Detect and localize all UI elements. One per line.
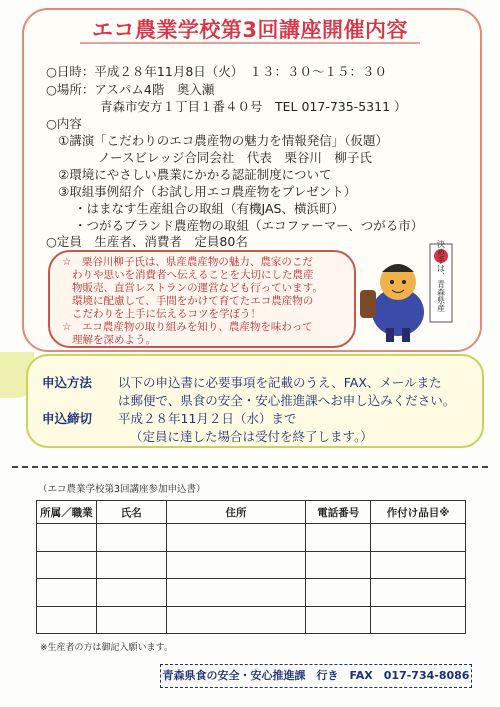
- info-item3: ③取組事例紹介（お試し用エコ農産物をプレゼント）: [58, 184, 357, 199]
- note-line: 物販売、直営レストランの運営なども行っています。: [72, 282, 323, 294]
- apply-method-label: 申込方法: [42, 375, 93, 390]
- note-line: わりや思いを消費者へ伝えることを大切にした農産: [72, 269, 314, 281]
- form-cell-name[interactable]: [96, 606, 166, 634]
- form-cell-affiliation[interactable]: [37, 579, 97, 607]
- page-title: エコ農業学校第3回講座開催内容: [91, 18, 409, 42]
- mascot-illustration: [352, 240, 472, 350]
- form-header-phone: 電話番号: [306, 501, 371, 524]
- form-cell-affiliation[interactable]: [37, 606, 97, 634]
- form-cell-phone[interactable]: [306, 524, 371, 552]
- info-place: ○場所：アスパム4階 奥入瀬: [46, 82, 215, 97]
- table-row: [37, 551, 466, 579]
- apply-method-line: は郵便で、県食の安全・安心推進課へお申し込みください。: [118, 393, 456, 408]
- table-row: [37, 606, 466, 634]
- table-row: [37, 579, 466, 607]
- title-underline: [80, 42, 420, 44]
- apply-deadline-line: 平成２８年11月２日（水）まで: [118, 411, 297, 426]
- info-content-heading: ○内容: [46, 116, 82, 131]
- form-cell-crops[interactable]: [371, 551, 466, 579]
- info-case2: ・つがるブランド農産物の取組（エコファーマー、つがる市）: [74, 218, 424, 233]
- info-lecture: ①講演「こだわりのエコ農産物の魅力を情報発信」（仮題）: [58, 133, 388, 148]
- note-line: 環境に配慮して、手間をかけて育てたエコ農産物の: [72, 295, 314, 307]
- producer-note: ※生産者の方は御記入願います。: [40, 643, 173, 653]
- form-cell-name[interactable]: [96, 524, 166, 552]
- note-line: 理解を深めよう。: [72, 334, 156, 346]
- info-date: ○日時：平成２８年11月8日（火） １３：３０～１５：３０: [46, 64, 388, 79]
- info-capacity: ○定員 生産者、消費者 定員80名: [46, 234, 248, 249]
- note-line: ☆ エコ農産物の取り組みを知り、農産物を味わって: [62, 321, 313, 333]
- form-cell-affiliation[interactable]: [37, 524, 97, 552]
- form-cell-crops[interactable]: [371, 579, 466, 607]
- form-cell-address[interactable]: [166, 606, 306, 634]
- form-cell-name[interactable]: [96, 579, 166, 607]
- form-header-affiliation: 所属／職業: [37, 501, 97, 524]
- form-cell-affiliation[interactable]: [37, 551, 97, 579]
- form-cell-name[interactable]: [96, 551, 166, 579]
- form-cell-crops[interactable]: [371, 524, 466, 552]
- form-cell-address[interactable]: [166, 524, 306, 552]
- form-title: （エコ農業学校第3回講座参加申込書）: [38, 484, 206, 495]
- info-lecturer: ノースビレッジ合同会社 代表 栗谷川 柳子氏: [98, 150, 372, 165]
- form-cell-address[interactable]: [166, 579, 306, 607]
- form-cell-phone[interactable]: [306, 606, 371, 634]
- form-cell-crops[interactable]: [371, 606, 466, 634]
- apply-deadline-label: 申込締切: [42, 411, 93, 426]
- form-cell-phone[interactable]: [306, 579, 371, 607]
- apply-method-line: 以下の申込書に必要事項を記載のうえ、FAX、メールまた: [118, 375, 442, 390]
- info-case1: ・はまなす生産組合の取組（有機JAS、横浜町）: [74, 201, 344, 216]
- form-header-row: [37, 501, 466, 524]
- form-cell-phone[interactable]: [306, 551, 371, 579]
- application-form-table: [36, 500, 466, 634]
- apply-deadline-line: （定員に達した場合は受付を終了します。）: [130, 429, 373, 444]
- note-line: こだわりを上手に伝えるコツを学ぼう！: [72, 308, 261, 320]
- table-row: [37, 524, 466, 552]
- mascot-sign-text: 決め手は、青森県産: [436, 240, 446, 312]
- info-address: 青森市安方１丁目１番４０号 TEL 017-735-5311 ）: [100, 99, 407, 114]
- form-cell-address[interactable]: [166, 551, 306, 579]
- form-header-address: 住所: [166, 501, 306, 524]
- note-line: ☆ 栗谷川柳子氏は、県産農産物の魅力、農家のこだ: [62, 256, 313, 268]
- info-item2: ②環境にやさしい農業にかかる認証制度について: [58, 167, 332, 182]
- form-header-crops: 作付け品目※: [371, 501, 466, 524]
- form-header-name: 氏名: [96, 501, 166, 524]
- contact-fax: 青森県食の安全・安心推進課 行き FAX 017-734-8086: [160, 664, 472, 688]
- cut-line: [12, 466, 488, 468]
